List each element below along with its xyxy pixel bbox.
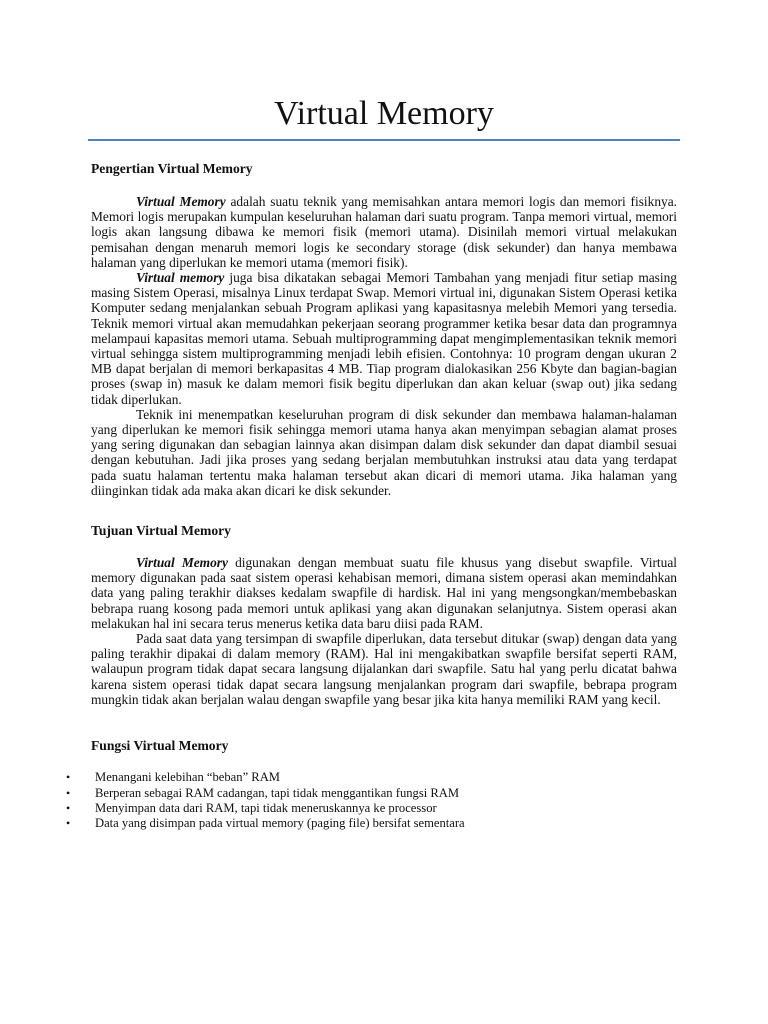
bullet-icon: • <box>66 785 71 800</box>
list-item <box>66 770 677 785</box>
paragraph-text: juga bisa dikatakan sebagai Memori Tambahan yang menjadi fitur setiap masing masing Sistem Operasi, misalnya Linux terdapat Swap. Memori virtual ini, digunakan Sistem Operasi ketika Komputer sedang menjalankan sebuah Program aplikasi yang kapasitasnya melebih Memori yang tersedia. Teknik memori virtual akan memudahkan pekerjaan seorang programmer ketika besar data dan programnya melampaui kapasitas memori utama. Sebuah multiprogramming dapat mengimplementasikan teknik memori virtual sehingga sistem multiprogramming menjadi lebih efisien. Contohnya: 10 program dengan ukuran 2 MB dapat berjalan di memori berkapasitas 4 MB. Tiap program dialokasikan 256 Kbyte dan bagian-bagian proses (swap in) masuk ke dalam memori fisik begitu diperlukan dan akan keluar (swap out) jika sedang tidak diperlukan. <box>91 270 677 407</box>
page-title: Virtual Memory <box>274 95 494 132</box>
list-item-text: Menangani kelebihan “beban” RAM <box>95 770 280 785</box>
term-virtual-memory: Virtual Memory <box>136 194 226 209</box>
section-heading-fungsi: Fungsi Virtual Memory <box>91 738 229 754</box>
paragraph-pengertian-1 <box>91 194 677 270</box>
paragraph-tujuan-2: Pada saat data yang tersimpan di swapfile diperlukan, data tersebut ditukar (swap) dengan data yang paling terakhir dipakai di dalam memory (RAM). Hal ini mengakibatkan swapfile bersifat seperti RAM, walaupun program tidak dapat secara langsung dijalankan dari swapfile. Satu hal yang perlu dicatat bahwa karena sistem operasi tidak dapat secara langsung menjalankan program dari swapfile, bebrapa program mungkin tidak akan berjalan walau dengan swapfile yang besar jika kita hanya memiliki RAM yang kecil. <box>91 631 677 707</box>
bullet-icon: • <box>66 770 71 785</box>
term-virtual-memory: Virtual Memory <box>136 555 228 571</box>
paragraph-tujuan-1 <box>91 555 677 631</box>
bullet-icon: • <box>66 800 71 815</box>
bullet-icon: • <box>66 816 71 831</box>
list-item <box>66 786 677 801</box>
title-underline <box>88 139 680 141</box>
term-virtual-memory: Virtual memory <box>136 270 225 286</box>
paragraph-pengertian-3: Teknik ini menempatkan keseluruhan program di disk sekunder dan membawa halaman-halaman yang diperlukan ke memori fisik sehingga memori utama hanya akan menyimpan sebagian alamat proses yang sering digunakan dan sebagian lainnya akan disimpan dalam disk sekunder dan dapat diambil sesuai dengan kebutuhan. Jadi jika proses yang sedang berjalan membutuhkan instruksi atau data yang terdapat pada suatu halaman tertentu maka halaman tersebut akan dicari di memori utama. Jika halaman yang diinginkan tidak ada maka akan dicari ke disk sekunder. <box>91 406 677 498</box>
list-item <box>66 801 677 816</box>
list-item-text: Data yang disimpan pada virtual memory (paging file) bersifat sementara <box>95 816 465 831</box>
section-heading-tujuan: Tujuan Virtual Memory <box>91 523 231 539</box>
section-heading-pengertian: Pengertian Virtual Memory <box>91 161 253 176</box>
list-item <box>66 816 677 831</box>
list-item-text: Menyimpan data dari RAM, tapi tidak meneruskannya ke processor <box>95 800 437 815</box>
paragraph-text: digunakan dengan membuat suatu file khusus yang disebut swapfile. Virtual memory digunakan pada saat sistem operasi kehabisan memori, dimana sistem operasi akan memindahkan data yang paling terakhir diakses kedalam swapfile di hardisk. Hal ini yang mengsongkan/membebaskan bebrapa ruang kosong pada memori untuk aplikasi yang akan digunakan selanjutnya. Sistem operasi akan melakukan hal ini secara terus menerus ketika data baru diisi pada RAM. <box>91 555 678 631</box>
fungsi-list <box>66 770 677 832</box>
paragraph-text: adalah suatu teknik yang memisahkan antara memori logis dan memori fisiknya. Memori logis merupakan kumpulan keseluruhan halaman dari suatu program. Tanpa memori virtual, memori logis akan langsung dibawa ke memori fisik (memori utama). Disinilah memori virtual melakukan pemisahan dengan menaruh memori logis ke secondary storage (disk sekunder) dan hanya membawa halaman yang diperlukan ke memori utama (memori fisik). <box>91 194 678 270</box>
list-item-text: Berperan sebagai RAM cadangan, tapi tidak menggantikan fungsi RAM <box>95 785 460 800</box>
paragraph-pengertian-2 <box>91 270 677 407</box>
